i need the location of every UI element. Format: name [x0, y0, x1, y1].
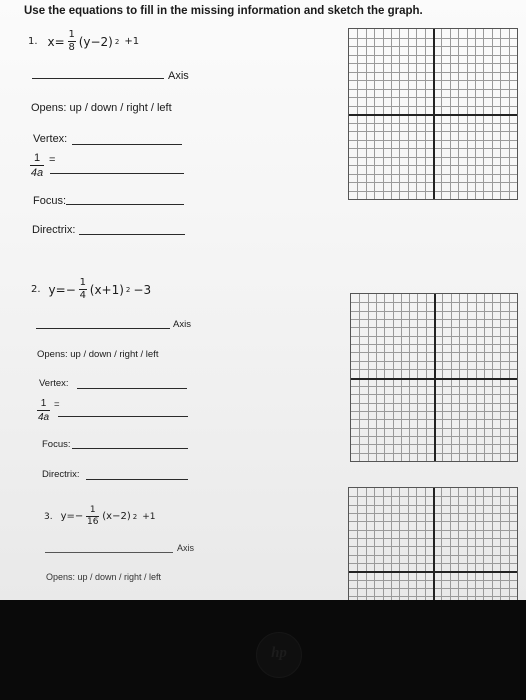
ratio2-den: 4a — [37, 412, 50, 423]
eq2-exp: 2 — [125, 285, 131, 294]
axis-label-2: Axis — [173, 319, 191, 330]
opens-options-1[interactable]: Opens: up / down / right / left — [31, 102, 172, 114]
vertex-blank-2[interactable] — [77, 388, 187, 389]
ratio2-num: 1 — [40, 398, 47, 409]
eq3-exp: 2 — [132, 512, 138, 521]
eq2-fraction — [79, 278, 87, 301]
focus-blank-2[interactable] — [72, 448, 188, 449]
axis-blank-2[interactable] — [36, 328, 170, 329]
equation-1 — [28, 30, 139, 53]
ratio2-equals: = — [54, 399, 60, 410]
hp-logo-text: hp — [271, 645, 287, 661]
eq2-tail: −3 — [133, 282, 152, 297]
eq2-frac-den: 4 — [79, 290, 86, 301]
axis-label-1: Axis — [168, 70, 189, 82]
directrix-label-1: Directrix: — [32, 224, 76, 236]
eq1-lhs: x= — [47, 34, 65, 49]
eq2-lhs: y=− — [48, 282, 76, 297]
eq2-frac-num: 1 — [79, 277, 86, 288]
vertex-blank-1[interactable] — [72, 144, 182, 145]
ratio-blank-2[interactable] — [58, 416, 188, 417]
vertex-label-1: Vertex: — [33, 133, 68, 145]
eq1-tail: +1 — [124, 36, 140, 47]
eq3-tail: +1 — [142, 511, 156, 522]
eq1-frac-den: 8 — [68, 42, 75, 53]
hp-logo — [256, 632, 302, 678]
ratio-blank-1[interactable] — [50, 173, 184, 174]
ratio1-num: 1 — [33, 152, 41, 164]
instructions-header: Use the equations to fill in the missing information and sketch the graph. — [24, 5, 423, 17]
eq3-fraction — [86, 506, 99, 527]
eq3-frac-den: 16 — [87, 517, 99, 527]
focus-label-1: Focus: — [33, 195, 67, 207]
equation-2 — [31, 278, 151, 301]
eq3-frac-num: 1 — [89, 505, 96, 515]
eq2-rest: (x+1) — [89, 282, 124, 297]
axis-blank-1[interactable] — [32, 78, 164, 79]
focus-label-2: Focus: — [42, 439, 71, 450]
problem-number-1: 1. — [28, 36, 38, 47]
focus-blank-1[interactable] — [66, 204, 184, 205]
axis-label-3: Axis — [177, 543, 195, 553]
opens-options-3[interactable]: Opens: up / down / right / left — [46, 572, 162, 582]
ratio-1 — [29, 148, 45, 179]
eq1-rest: (y−2) — [78, 34, 113, 49]
graph-grid-1[interactable] — [348, 28, 518, 200]
directrix-label-2: Directrix: — [42, 469, 80, 480]
ratio1-equals: = — [49, 154, 56, 166]
eq1-exp: 2 — [114, 37, 120, 46]
eq3-rest: (x−2) — [102, 511, 131, 522]
ratio-2 — [36, 393, 51, 423]
graph-grid-3[interactable] — [348, 487, 518, 600]
graph-grid-2[interactable] — [350, 293, 518, 462]
axis-blank-3[interactable] — [45, 552, 173, 553]
vertex-label-2: Vertex: — [39, 378, 69, 389]
y-axis — [434, 294, 436, 461]
problem-number-3: 3. — [44, 511, 53, 522]
y-axis — [433, 29, 435, 199]
opens-options-2[interactable]: Opens: up / down / right / left — [37, 349, 159, 360]
ratio1-den: 4a — [30, 167, 44, 179]
eq1-frac-num: 1 — [68, 29, 75, 40]
equation-3 — [44, 506, 156, 527]
problem-number-2: 2. — [31, 284, 41, 295]
eq3-lhs: y=− — [60, 511, 84, 522]
eq1-fraction — [68, 30, 76, 53]
directrix-blank-2[interactable] — [86, 479, 188, 480]
y-axis — [433, 488, 435, 600]
directrix-blank-1[interactable] — [79, 234, 185, 235]
